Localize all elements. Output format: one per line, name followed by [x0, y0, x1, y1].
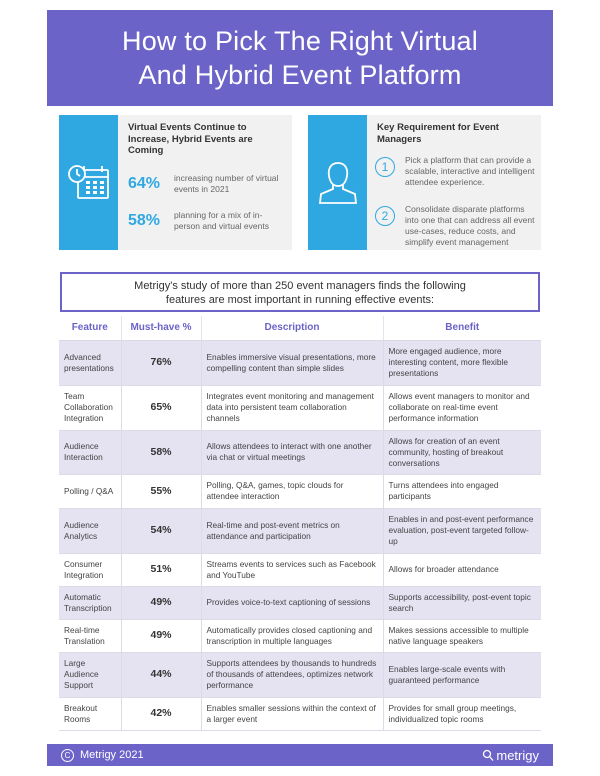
stat-text: increasing number of virtual events in 2021: [174, 173, 279, 194]
stat-row: [128, 210, 284, 232]
brand-logo: [482, 748, 539, 763]
features-table: [59, 316, 541, 731]
page-title-line2: And Hybrid Event Platform: [138, 60, 462, 90]
study-summary: [60, 272, 540, 312]
requirement-number: 2: [375, 206, 395, 226]
column-header-benefit: Benefit: [383, 316, 541, 340]
description-cell: Supports attendees by thousands to hundreds of thousands of attendees, optimizes network performance: [201, 652, 383, 697]
benefit-cell: Allows for broader attendance: [383, 553, 541, 586]
benefit-cell: More engaged audience, more interesting content, more flexible presentations: [383, 340, 541, 385]
column-header-feature: Feature: [59, 316, 121, 340]
requirement-item: [375, 204, 535, 248]
page-title-line1: How to Pick The Right Virtual: [122, 26, 478, 56]
must-have-cell: 51%: [121, 553, 201, 586]
must-have-cell: 76%: [121, 340, 201, 385]
description-cell: Integrates event monitoring and management data into persistent team collaboration channels: [201, 385, 383, 430]
page-header: [47, 10, 553, 106]
key-requirement-card: [308, 115, 541, 250]
table-row: [59, 586, 541, 619]
must-have-cell: 65%: [121, 385, 201, 430]
description-cell: Enables smaller sessions within the context of a larger event: [201, 697, 383, 730]
table-row: [59, 697, 541, 730]
metrigy-logo-icon: [482, 749, 494, 762]
virtual-events-card: [59, 115, 292, 250]
description-cell: Allows attendees to interact with one another via chat or virtual meetings: [201, 430, 383, 474]
feature-cell: Advanced presentations: [59, 340, 121, 385]
copyright: [61, 749, 144, 762]
card-title: Virtual Events Continue to Increase, Hybrid Events are Coming: [128, 122, 253, 156]
summary-line2: features are most important in running effective events:: [165, 294, 435, 306]
table-row: [59, 553, 541, 586]
feature-cell: Breakout Rooms: [59, 697, 121, 730]
table-row: [59, 340, 541, 385]
description-cell: Polling, Q&A, games, topic clouds for attendee interaction: [201, 474, 383, 508]
benefit-cell: Provides for small group meetings, individualized topic rooms: [383, 697, 541, 730]
feature-cell: Audience Analytics: [59, 508, 121, 553]
must-have-cell: 42%: [121, 697, 201, 730]
description-cell: Provides voice-to-text captioning of sessions: [201, 586, 383, 619]
feature-cell: Polling / Q&A: [59, 474, 121, 508]
table-header-row: [59, 316, 541, 340]
must-have-cell: 58%: [121, 430, 201, 474]
table-row: [59, 619, 541, 652]
card-title: Key Requirement for Event Managers: [377, 122, 499, 145]
table-row: [59, 430, 541, 474]
feature-cell: Large Audience Support: [59, 652, 121, 697]
description-cell: Streams events to services such as Facebook and YouTube: [201, 553, 383, 586]
copyright-icon: C: [61, 749, 74, 762]
benefit-cell: Makes sessions accessible to multiple native language speakers: [383, 619, 541, 652]
person-icon: [316, 159, 360, 207]
benefit-cell: Turns attendees into engaged participants: [383, 474, 541, 508]
card-icon-band: [59, 115, 118, 250]
card-icon-band: [308, 115, 367, 250]
stat-row: [128, 173, 284, 195]
must-have-cell: 44%: [121, 652, 201, 697]
requirement-number: 1: [375, 157, 395, 177]
must-have-cell: 49%: [121, 619, 201, 652]
stat-value: 64%: [128, 175, 161, 192]
feature-cell: Team Collaboration Integration: [59, 385, 121, 430]
summary-line1: Metrigy's study of more than 250 event managers finds the following: [134, 280, 466, 292]
feature-cell: Audience Interaction: [59, 430, 121, 474]
feature-cell: Consumer Integration: [59, 553, 121, 586]
benefit-cell: Enables large-scale events with guaranteed performance: [383, 652, 541, 697]
stat-value: 58%: [128, 212, 161, 229]
copyright-text: Metrigy 2021: [80, 749, 144, 761]
table-row: [59, 385, 541, 430]
must-have-cell: 54%: [121, 508, 201, 553]
description-cell: Automatically provides closed captioning and transcription in multiple languages: [201, 619, 383, 652]
requirement-text: Consolidate disparate platforms into one that can address all event use-cases, reduce costs, and simplify event management: [405, 204, 535, 247]
feature-cell: Automatic Transcription: [59, 586, 121, 619]
requirement-item: [375, 155, 535, 188]
table-row: [59, 508, 541, 553]
column-header-must-have: Must-have %: [121, 316, 201, 340]
brand-name: metrigy: [496, 747, 539, 763]
requirement-text: Pick a platform that can provide a scalable, interactive and intelligent attendee experience.: [405, 155, 535, 187]
benefit-cell: Allows event managers to monitor and collaborate on real-time event performance information: [383, 385, 541, 430]
must-have-cell: 49%: [121, 586, 201, 619]
column-header-description: Description: [201, 316, 383, 340]
table-row: [59, 652, 541, 697]
must-have-cell: 55%: [121, 474, 201, 508]
calendar-clock-icon: [66, 160, 112, 206]
description-cell: Real-time and post-event metrics on attendance and participation: [201, 508, 383, 553]
table-row: [59, 474, 541, 508]
benefit-cell: Enables in and post-event performance evaluation, post-event targeted follow-up: [383, 508, 541, 553]
feature-cell: Real-time Translation: [59, 619, 121, 652]
benefit-cell: Allows for creation of an event community, hosting of breakout conversations: [383, 430, 541, 474]
stat-text: planning for a mix of in-person and virtual events: [174, 210, 269, 231]
description-cell: Enables immersive visual presentations, more compelling content than simple slides: [201, 340, 383, 385]
benefit-cell: Supports accessibility, post-event topic search: [383, 586, 541, 619]
page-footer: [47, 744, 553, 766]
